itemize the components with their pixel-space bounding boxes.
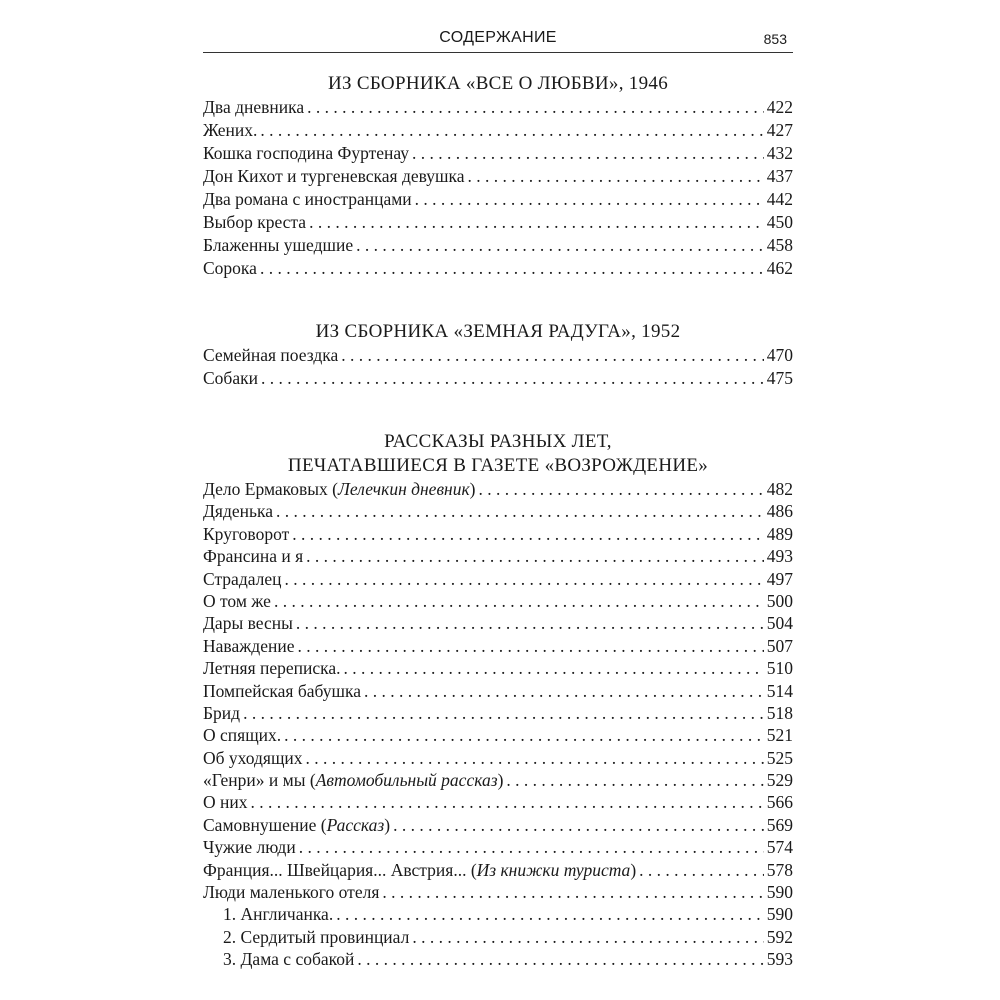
toc-entry[interactable] xyxy=(203,142,793,165)
toc-entry[interactable] xyxy=(203,836,793,858)
entry-title-text: Два дневника xyxy=(203,97,305,117)
entry-title xyxy=(203,724,281,746)
toc-entry[interactable] xyxy=(203,211,793,234)
entry-page: 458 xyxy=(766,235,793,255)
dot-leader xyxy=(292,523,764,545)
entry-title xyxy=(203,96,304,119)
entry-title-text: 1. Англичанка. xyxy=(223,904,334,925)
entry-title-text: Собаки xyxy=(203,368,258,388)
dot-leader xyxy=(260,257,764,280)
entry-title xyxy=(203,612,293,634)
dot-leader xyxy=(364,680,764,702)
entry-title xyxy=(203,590,271,612)
dot-leader xyxy=(284,724,764,746)
dot-leader xyxy=(276,500,764,522)
entry-title xyxy=(203,680,361,702)
toc-entry[interactable] xyxy=(203,859,793,881)
toc-entry[interactable] xyxy=(203,612,793,634)
entry-title-text: «Генри» и мы ( xyxy=(203,770,316,791)
entry-title xyxy=(203,119,257,142)
dot-leader xyxy=(357,948,763,970)
entry-page: 566 xyxy=(766,792,793,813)
dot-leader xyxy=(306,545,764,567)
dot-leader xyxy=(412,142,764,165)
entry-page: 432 xyxy=(766,143,793,163)
entry-page: 482 xyxy=(766,479,793,499)
dot-leader xyxy=(307,96,764,119)
toc-entry[interactable] xyxy=(203,96,793,119)
dot-leader xyxy=(296,612,764,634)
dot-leader xyxy=(479,478,764,500)
dot-leader xyxy=(260,119,763,142)
toc-entry[interactable] xyxy=(203,680,793,702)
entry-title-text: Кошка господина Фуртенау xyxy=(203,143,409,163)
entry-title xyxy=(203,367,258,390)
entry-title-text: Дело Ермаковых ( xyxy=(203,479,339,499)
entry-title-text: Дон Кихот и тургеневская девушка xyxy=(203,166,465,186)
entry-title-text: Летняя переписка. xyxy=(203,658,341,679)
entry-title-text: Люди маленького отеля xyxy=(203,882,380,903)
entry-title-text: Об уходящих xyxy=(203,747,303,768)
entry-page: 486 xyxy=(766,501,793,522)
entry-subtitle: Из книжки туриста xyxy=(476,859,631,880)
entry-page: 504 xyxy=(766,613,793,634)
entry-title xyxy=(223,948,354,970)
entry-page: 470 xyxy=(766,345,793,365)
toc-entry[interactable] xyxy=(203,367,793,390)
entry-title-close: ) xyxy=(384,814,391,835)
entry-page: 529 xyxy=(766,770,793,791)
entry-title-text: Блаженны ушедшие xyxy=(203,235,354,255)
toc-entry[interactable] xyxy=(203,926,793,948)
entry-page: 590 xyxy=(766,882,793,903)
dot-leader xyxy=(243,702,764,724)
section-title: РАССКАЗЫ РАЗНЫХ ЛЕТ, xyxy=(384,431,612,452)
entry-page: 574 xyxy=(766,837,793,858)
page-number: 853 xyxy=(763,31,787,47)
entry-page: 493 xyxy=(766,546,793,567)
dot-leader xyxy=(412,926,763,948)
entry-subtitle: Лелечкин дневник xyxy=(338,479,470,499)
toc-entry[interactable] xyxy=(203,257,793,280)
entry-title xyxy=(203,702,240,724)
entry-page: 497 xyxy=(766,568,793,589)
entry-title-text: Франсина и я xyxy=(203,546,304,567)
entry-title xyxy=(203,234,353,257)
dot-leader xyxy=(261,367,764,390)
toc-entry[interactable] xyxy=(203,769,793,791)
section-title: ИЗ СБОРНИКА «ВСЕ О ЛЮБВИ», 1946 xyxy=(327,73,668,94)
entry-title-text: Два романа с иностранцами xyxy=(203,189,412,209)
dot-leader xyxy=(344,657,764,679)
toc-section xyxy=(203,72,793,280)
toc-entry[interactable] xyxy=(203,344,793,367)
dot-leader xyxy=(336,903,764,925)
entry-page: 569 xyxy=(766,814,793,835)
entry-title xyxy=(203,881,379,903)
dot-leader xyxy=(639,859,764,881)
entry-page: 525 xyxy=(766,747,793,768)
dot-leader xyxy=(506,769,763,791)
entry-title xyxy=(203,545,303,567)
section-title: ПЕЧАТАВШИЕСЯ В ГАЗЕТЕ «ВОЗРОЖДЕНИЕ» xyxy=(287,455,709,476)
toc-section xyxy=(203,320,793,390)
entry-title-text: 2. Сердитый провинциал xyxy=(223,926,410,947)
entry-title-text: 3. Дама с собакой xyxy=(223,949,355,970)
toc-entry[interactable] xyxy=(203,948,793,970)
dot-leader xyxy=(468,165,764,188)
entry-page: 592 xyxy=(766,926,793,947)
entry-page: 590 xyxy=(766,904,793,925)
entry-title-text: О спящих. xyxy=(203,725,282,746)
toc-entry[interactable] xyxy=(203,165,793,188)
entry-page: 500 xyxy=(766,590,793,611)
dot-leader xyxy=(341,344,764,367)
entry-page: 437 xyxy=(766,166,793,186)
entry-page: 514 xyxy=(766,680,793,701)
dot-leader xyxy=(415,188,764,211)
entry-title xyxy=(203,344,338,367)
entry-page: 510 xyxy=(766,658,793,679)
dot-leader xyxy=(356,234,764,257)
toc-entry[interactable] xyxy=(203,523,793,545)
entry-page: 593 xyxy=(766,949,793,970)
entry-title-text: Жених. xyxy=(203,120,258,140)
entry-subtitle: Рассказ xyxy=(326,814,385,835)
entry-title xyxy=(203,257,257,280)
toc-section xyxy=(203,430,793,971)
entry-title xyxy=(223,926,409,948)
entry-title-text: Наваждение xyxy=(203,635,295,656)
entry-page: 462 xyxy=(766,258,793,278)
entry-page: 578 xyxy=(766,859,793,880)
dot-leader xyxy=(393,814,764,836)
toc-entry[interactable] xyxy=(203,188,793,211)
entry-subtitle: Автомобильный рассказ xyxy=(315,770,498,791)
dot-leader xyxy=(285,568,764,590)
toc-entry[interactable] xyxy=(203,747,793,769)
dot-leader xyxy=(382,881,763,903)
entry-title-close: ) xyxy=(469,479,476,499)
toc-entry[interactable] xyxy=(203,119,793,142)
dot-leader xyxy=(309,211,764,234)
dot-leader xyxy=(306,747,764,769)
toc-entry[interactable] xyxy=(203,702,793,724)
entry-title xyxy=(203,814,390,836)
entry-page: 489 xyxy=(766,523,793,544)
running-head-title: СОДЕРЖАНИЕ xyxy=(439,29,557,46)
entry-title-text: Сорока xyxy=(203,258,257,278)
entry-title-close: ) xyxy=(497,770,504,791)
dot-leader xyxy=(251,791,764,813)
entry-title xyxy=(203,523,289,545)
entry-page: 450 xyxy=(766,212,793,232)
entry-title-text: Дяденька xyxy=(203,501,274,522)
entry-title-text: Чужие люди xyxy=(203,837,296,858)
toc-entry[interactable] xyxy=(203,791,793,813)
entry-title-text: Помпейская бабушка xyxy=(203,680,361,701)
section-title: ИЗ СБОРНИКА «ЗЕМНАЯ РАДУГА», 1952 xyxy=(315,321,681,342)
entry-title-text: О них xyxy=(203,792,248,813)
entry-title xyxy=(203,188,412,211)
toc-entry[interactable] xyxy=(203,635,793,657)
dot-leader xyxy=(297,635,763,657)
entry-page: 475 xyxy=(766,368,793,388)
entry-title xyxy=(223,903,333,925)
entry-page: 442 xyxy=(766,189,793,209)
toc-entry[interactable] xyxy=(203,903,793,925)
running-head xyxy=(203,28,793,53)
toc-entry[interactable] xyxy=(203,881,793,903)
entry-title xyxy=(203,836,296,858)
entry-title-text: Самовнушение ( xyxy=(203,814,327,835)
entry-title-text: Выбор креста xyxy=(203,212,307,232)
entry-title-text: Круговорот xyxy=(203,523,290,544)
entry-title xyxy=(203,142,409,165)
dot-leader xyxy=(299,836,764,858)
toc-entry[interactable] xyxy=(203,500,793,522)
entry-title xyxy=(203,568,282,590)
entry-title-text: Дары весны xyxy=(203,613,293,634)
entry-title-text: Страдалец xyxy=(203,568,282,589)
toc-entry[interactable] xyxy=(203,234,793,257)
entry-title xyxy=(203,791,248,813)
toc-entry[interactable] xyxy=(203,590,793,612)
entry-title xyxy=(203,478,476,500)
entry-title xyxy=(203,500,273,522)
entry-title xyxy=(203,747,303,769)
entry-title-text: Семейная поездка xyxy=(203,345,339,365)
entry-page: 507 xyxy=(766,635,793,656)
entry-page: 518 xyxy=(766,702,793,723)
entry-title-close: ) xyxy=(630,859,637,880)
toc-entry[interactable] xyxy=(203,545,793,567)
entry-page: 422 xyxy=(766,97,793,117)
entry-title xyxy=(203,165,465,188)
dot-leader xyxy=(274,590,764,612)
entry-title xyxy=(203,635,294,657)
entry-page: 521 xyxy=(766,725,793,746)
entry-title xyxy=(203,211,306,234)
entry-page: 427 xyxy=(766,120,793,140)
toc-entry[interactable] xyxy=(203,568,793,590)
entry-title-text: О том же xyxy=(203,590,271,611)
entry-title-text: Брид xyxy=(203,702,241,723)
entry-title xyxy=(203,769,503,791)
entry-title-text: Франция... Швейцария... Австрия... ( xyxy=(203,859,477,880)
toc-entry[interactable] xyxy=(203,478,793,500)
toc-entry[interactable] xyxy=(203,724,793,746)
toc-entry[interactable] xyxy=(203,657,793,679)
entry-title xyxy=(203,657,341,679)
entry-title xyxy=(203,859,636,881)
toc-entry[interactable] xyxy=(203,814,793,836)
